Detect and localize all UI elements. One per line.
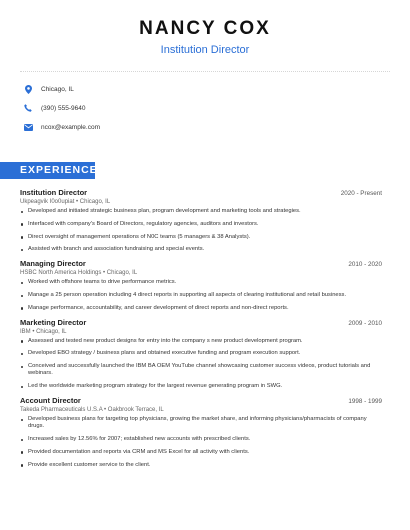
job-bullet: Developed EBO strategy / business plans and obtained executive funding and program execution support. — [20, 350, 382, 357]
job-dates: 2010 - 2020 — [348, 261, 382, 269]
job-company: HSBC North America Holdings • Chicago, IL — [20, 270, 138, 277]
job-title: Account Director — [20, 395, 81, 405]
job-company: Takeda Pharmaceuticals U.S.A • Oakbrook Terrace, IL — [20, 406, 164, 413]
job-bullet: Interfaced with company's Board of Directors, regulatory agencies, auditors and investors. — [20, 221, 382, 228]
location-pin-icon — [23, 84, 33, 94]
job-bullet: Developed and initiated strategic business plan, program development and marketing tools and strategies. — [20, 208, 382, 215]
job-title: Managing Director — [20, 259, 86, 269]
job-entry — [20, 259, 382, 312]
job-bullet: Manage a 25 person operation including 4 direct reports in supporting all aspects of clearing institutional and retail business. — [20, 292, 382, 299]
job-bullet: Worked with offshore teams to drive performance metrics. — [20, 279, 382, 286]
phone-icon — [23, 103, 33, 113]
contact-email-text: ncox@example.com — [41, 123, 100, 131]
job-title: Institution Director — [20, 188, 88, 197]
job-bullet: Provide excellent customer service to the client. — [20, 462, 382, 469]
job-bullet: Manage performance, accountability, and career development of direct reports and non-direct reports. — [20, 305, 382, 312]
job-bullet: Assisted with branch and association fundraising and special events. — [20, 246, 382, 253]
job-bullet: Conceived and successfully launched the IBM BA OEM YouTube channel showcasing customer success videos, product tutorials and webinars. — [20, 363, 382, 377]
job-dates: 2020 - Present — [340, 190, 382, 197]
job-bullet: Developed business plans for targeting top physicians, growing the market share, and informing physicians/pharmacists of company drugs. — [20, 416, 382, 430]
job-dates: 1998 - 1999 — [348, 397, 382, 405]
job-entry — [20, 188, 382, 254]
job-company: Ukpeagvik I0o0upiat • Chicago, IL — [20, 199, 111, 205]
contact-list — [0, 72, 410, 136]
job-bullet: Led the worldwide marketing program strategy for the largest revenue generating program in SWG. — [20, 383, 382, 390]
contact-email — [20, 118, 410, 136]
job-bullets — [20, 338, 382, 391]
contact-phone-text: (390) 555-9640 — [41, 104, 86, 112]
job-title: Marketing Director — [20, 317, 87, 327]
contact-phone — [20, 99, 410, 117]
job-entry — [20, 396, 382, 469]
resume-header — [0, 0, 410, 57]
job-bullets — [20, 208, 382, 254]
job-entry — [20, 318, 382, 391]
email-icon — [23, 122, 33, 132]
job-bullets — [20, 279, 382, 312]
contact-location-text: Chicago, IL — [41, 85, 74, 93]
job-dates: 2009 - 2010 — [348, 319, 382, 327]
job-bullet: Increased sales by 12.56% for 2007; established new accounts with prescribed clients. — [20, 436, 382, 443]
job-company: IBM • Chicago, IL — [20, 328, 67, 335]
job-bullet: Assessed and tested new product designs for entry into the company s new product development program. — [20, 338, 382, 345]
candidate-role: Institution Director — [160, 44, 250, 56]
candidate-name: NANCY COX — [139, 18, 271, 39]
section-title-experience: EXPERIENCE — [0, 162, 95, 179]
job-bullet: Provided documentation and reports via CRM and MS Excel for all activity with clients. — [20, 449, 382, 456]
experience-list — [20, 188, 382, 474]
job-bullets — [20, 416, 382, 469]
contact-location — [20, 80, 410, 98]
job-bullet: Direct oversight of management operations of N0C teams (5 managers & 38 Analysts). — [20, 234, 382, 241]
